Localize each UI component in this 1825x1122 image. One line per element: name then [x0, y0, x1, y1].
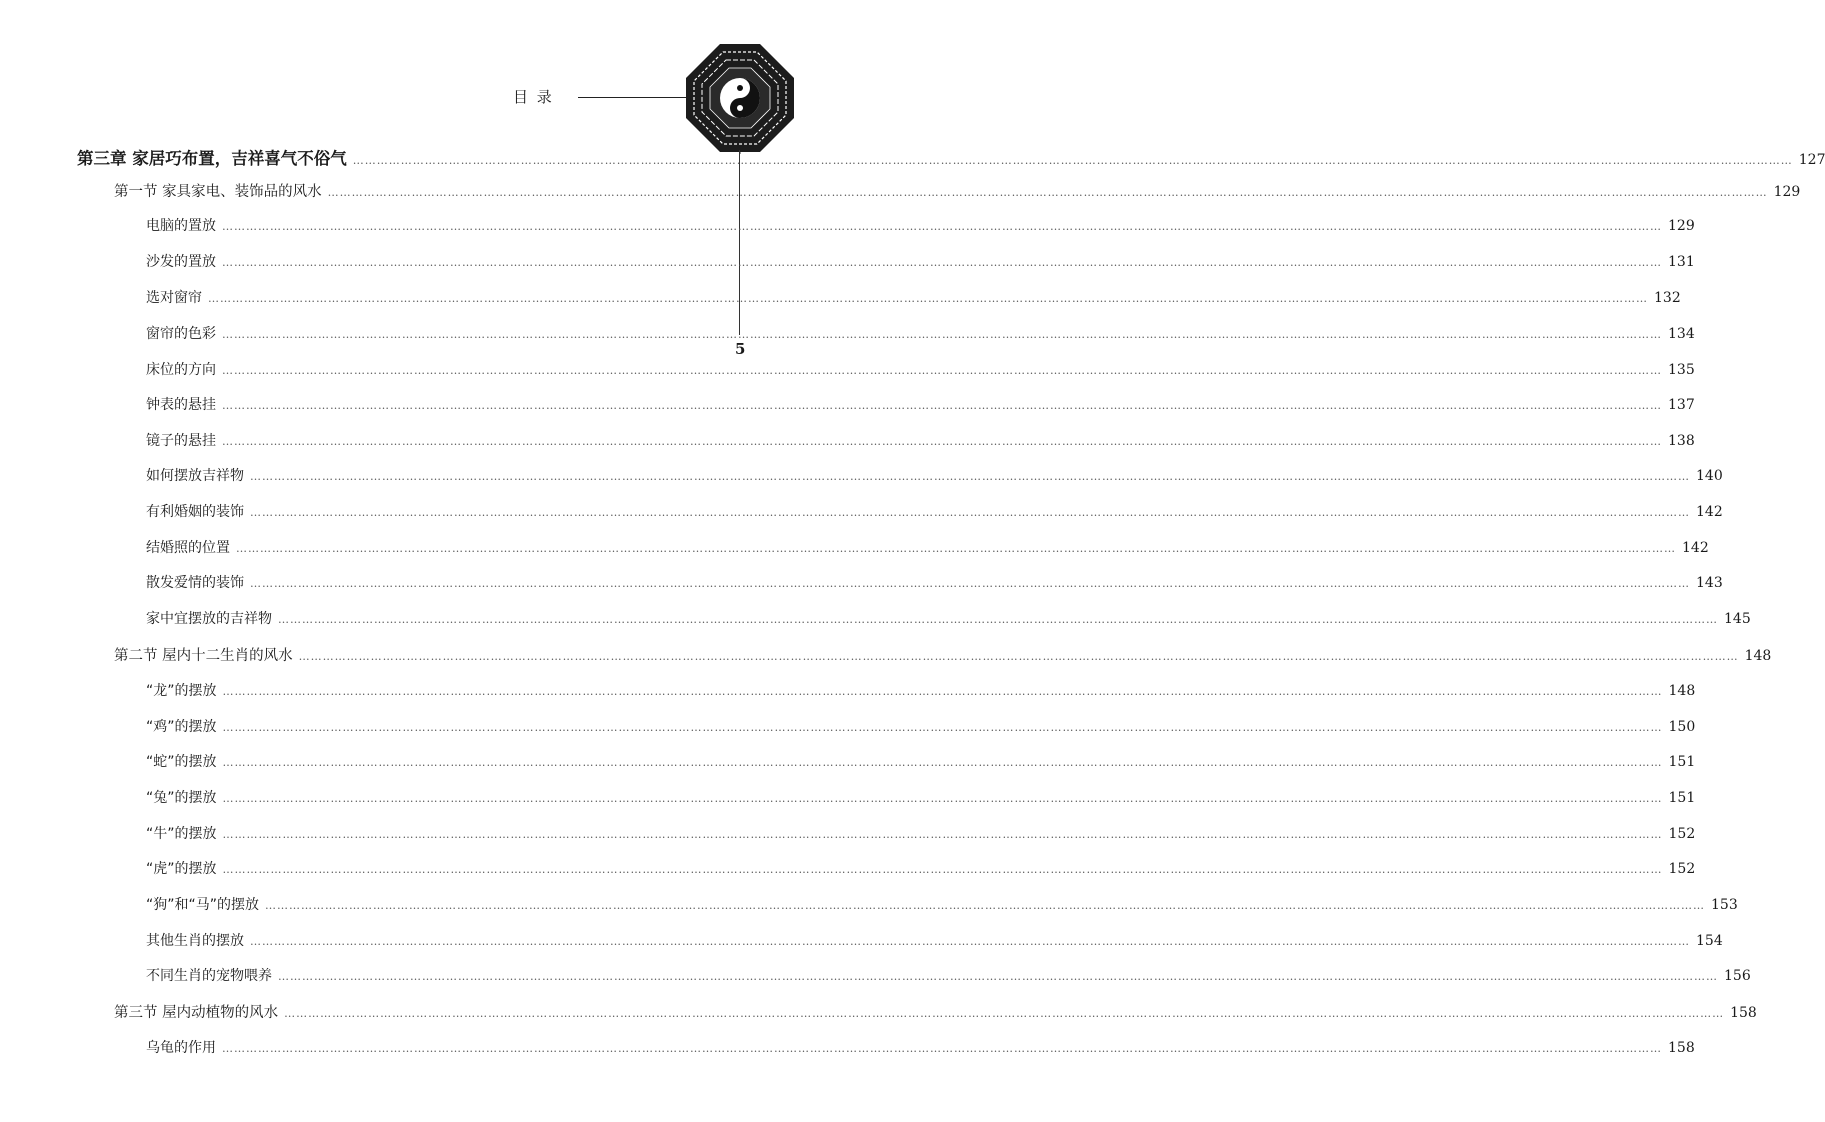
toc-entry-label: 镜子的悬挂	[146, 433, 216, 449]
toc-item	[146, 751, 1696, 775]
toc-page-number: 151	[1668, 754, 1696, 770]
toc-leader-dots: ………………………………………………………………………………………………………………………………………………………………………………………………………………………………………………………………………………………………………………………………	[250, 470, 1690, 483]
toc-leader-dots: ………………………………………………………………………………………………………………………………………………………………………………………………………………………………………………………………………………………………………………………………	[327, 186, 1768, 199]
toc-leader-dots: ………………………………………………………………………………………………………………………………………………………………………………………………………………………………………………………………………………………………………………………………	[236, 542, 1676, 555]
page-number: 5	[735, 340, 746, 358]
toc-leader-dots: ………………………………………………………………………………………………………………………………………………………………………………………………………………………………………………………………………………………………………………………………	[222, 220, 1662, 233]
toc-entry-label: “狗”和“马”的摆放	[146, 897, 260, 913]
toc-entry-label: “鸡”的摆放	[146, 719, 217, 735]
toc-entry-label: 电脑的置放	[146, 218, 216, 234]
toc-page-number: 148	[1668, 683, 1696, 699]
toc-item	[146, 359, 1695, 383]
toc-leader-dots: ………………………………………………………………………………………………………………………………………………………………………………………………………………………………………………………………………………………………………………………………	[250, 506, 1690, 519]
toc-entry-label: 乌龟的作用	[146, 1040, 216, 1056]
toc-entry-label: 窗帘的色彩	[146, 326, 216, 342]
toc-item	[146, 465, 1723, 489]
toc-page-number: 150	[1668, 719, 1696, 735]
toc-leader-dots: ………………………………………………………………………………………………………………………………………………………………………………………………………………………………………………………………………………………………………………………………	[222, 364, 1662, 377]
toc-leader-dots: ………………………………………………………………………………………………………………………………………………………………………………………………………………………………………………………………………………………………………………………………	[222, 828, 1663, 841]
toc-item	[146, 215, 1695, 239]
toc-section	[114, 180, 1801, 204]
toc-page-number: 138	[1668, 433, 1695, 449]
toc-entry-label: 床位的方向	[146, 362, 216, 378]
toc-entry-label: “牛”的摆放	[146, 826, 217, 842]
toc-item	[146, 823, 1696, 847]
toc-page-number: 153	[1711, 897, 1738, 913]
toc-section	[114, 644, 1772, 668]
toc-page-number: 152	[1668, 861, 1696, 877]
toc-item	[146, 787, 1696, 811]
toc-page-number: 154	[1696, 933, 1723, 949]
toc-leader-dots: ………………………………………………………………………………………………………………………………………………………………………………………………………………………………………………………………………………………………………………………………	[265, 899, 1706, 912]
toc-page-number: 134	[1668, 326, 1695, 342]
side-rule	[739, 150, 740, 335]
toc-item	[146, 394, 1695, 418]
toc-leader-dots: ………………………………………………………………………………………………………………………………………………………………………………………………………………………………………………………………………………………………………………………………	[250, 577, 1690, 590]
toc-item	[146, 572, 1723, 596]
toc-item	[146, 965, 1751, 989]
toc-page-number: 151	[1668, 790, 1696, 806]
toc-page-number: 145	[1724, 611, 1751, 627]
toc-leader-dots: ………………………………………………………………………………………………………………………………………………………………………………………………………………………………………………………………………………………………………………………………	[222, 792, 1663, 805]
toc-leader-dots: ………………………………………………………………………………………………………………………………………………………………………………………………………………………………………………………………………………………………………………………………	[222, 256, 1662, 269]
toc-entry-label: 第三章 家居巧布置，吉祥喜气不俗气	[77, 149, 347, 168]
toc-page-number: 129	[1773, 184, 1801, 200]
toc-leader-dots: ………………………………………………………………………………………………………………………………………………………………………………………………………………………………………………………………………………………………………………………………	[278, 613, 1718, 626]
toc-page-number: 142	[1682, 540, 1709, 556]
toc-leader-dots: ………………………………………………………………………………………………………………………………………………………………………………………………………………………………………………………………………………………………………………………………	[222, 399, 1662, 412]
toc-page-number: 129	[1668, 218, 1695, 234]
toc-page-number: 152	[1668, 826, 1696, 842]
toc-leader-dots: ………………………………………………………………………………………………………………………………………………………………………………………………………………………………………………………………………………………………………………………………	[222, 756, 1663, 769]
toc-item	[146, 894, 1738, 918]
toc-entry-label: 不同生肖的宠物喂养	[146, 968, 272, 984]
toc-leader-dots: ………………………………………………………………………………………………………………………………………………………………………………………………………………………………………………………………………………………………………………………………	[298, 650, 1739, 663]
toc-entry-label: 第三节 屋内动植物的风水	[114, 1005, 279, 1021]
toc-entry-label: 其他生肖的摆放	[146, 933, 244, 949]
toc-item	[146, 430, 1695, 454]
toc-entry-label: 钟表的悬挂	[146, 397, 216, 413]
toc-entry-label: 结婚照的位置	[146, 540, 230, 556]
toc-entry-label: 散发爱情的装饰	[146, 575, 244, 591]
toc-item	[146, 608, 1751, 632]
toc-item	[146, 1037, 1695, 1061]
toc-page-number: 142	[1696, 504, 1723, 520]
header-title: 目 录	[513, 88, 554, 106]
toc-leader-dots: ………………………………………………………………………………………………………………………………………………………………………………………………………………………………………………………………………………………………………………………………	[278, 970, 1718, 983]
toc-entry-label: 第一节 家具家电、装饰品的风水	[114, 184, 322, 200]
toc-entry-label: “兔”的摆放	[146, 790, 217, 806]
toc-item	[146, 287, 1681, 311]
toc-leader-dots: ………………………………………………………………………………………………………………………………………………………………………………………………………………………………………………………………………………………………………………………………	[222, 721, 1663, 734]
toc-leader-dots: ………………………………………………………………………………………………………………………………………………………………………………………………………………………………………………………………………………………………………………………………	[208, 292, 1648, 305]
toc-item	[146, 680, 1696, 704]
bagua-emblem-icon	[684, 42, 796, 154]
toc-entry-label: “蛇”的摆放	[146, 754, 217, 770]
toc-page-number: 148	[1744, 648, 1772, 664]
toc-leader-dots: ………………………………………………………………………………………………………………………………………………………………………………………………………………………………………………………………………………………………………………………………	[222, 328, 1662, 341]
toc-page-number: 132	[1654, 290, 1681, 306]
toc-page-number: 143	[1696, 575, 1723, 591]
toc-page-number: 131	[1668, 254, 1695, 270]
toc-entry-label: 选对窗帘	[146, 290, 202, 306]
toc-entry-label: 沙发的置放	[146, 254, 216, 270]
toc-page-number: 135	[1668, 362, 1695, 378]
toc-item	[146, 716, 1696, 740]
toc-page-number: 127	[1798, 152, 1825, 168]
toc-entry-label: “龙”的摆放	[146, 683, 217, 699]
toc-leader-dots: ………………………………………………………………………………………………………………………………………………………………………………………………………………………………………………………………………………………………………………………………	[222, 435, 1662, 448]
toc-leader-dots: ………………………………………………………………………………………………………………………………………………………………………………………………………………………………………………………………………………………………………………………………	[222, 685, 1663, 698]
toc-leader-dots: ………………………………………………………………………………………………………………………………………………………………………………………………………………………………………………………………………………………………………………………………	[250, 935, 1690, 948]
toc-entry-label: 有利婚姻的装饰	[146, 504, 244, 520]
toc-page-number: 137	[1668, 397, 1695, 413]
toc-page-number: 156	[1724, 968, 1751, 984]
toc-section	[114, 1001, 1757, 1025]
toc-entry-label: 如何摆放吉祥物	[146, 468, 244, 484]
toc-item	[146, 930, 1723, 954]
header-rule	[578, 97, 688, 98]
toc-item	[146, 501, 1723, 525]
toc-item	[146, 251, 1695, 275]
toc-chapter	[77, 145, 1825, 169]
toc-item	[146, 537, 1709, 561]
toc-item	[146, 858, 1696, 882]
toc-entry-label: 第二节 屋内十二生肖的风水	[114, 648, 293, 664]
toc-page-number: 140	[1696, 468, 1723, 484]
toc-page-number: 158	[1730, 1005, 1757, 1021]
toc-leader-dots: ………………………………………………………………………………………………………………………………………………………………………………………………………………………………………………………………………………………………………………………………	[352, 154, 1793, 167]
toc-item	[146, 323, 1695, 347]
toc-entry-label: “虎”的摆放	[146, 861, 217, 877]
toc-leader-dots: ………………………………………………………………………………………………………………………………………………………………………………………………………………………………………………………………………………………………………………………………	[222, 863, 1663, 876]
toc-page-number: 158	[1668, 1040, 1695, 1056]
toc-leader-dots: ………………………………………………………………………………………………………………………………………………………………………………………………………………………………………………………………………………………………………………………………	[222, 1042, 1662, 1055]
toc-entry-label: 家中宜摆放的吉祥物	[146, 611, 272, 627]
toc-leader-dots: ………………………………………………………………………………………………………………………………………………………………………………………………………………………………………………………………………………………………………………………………	[284, 1007, 1725, 1020]
